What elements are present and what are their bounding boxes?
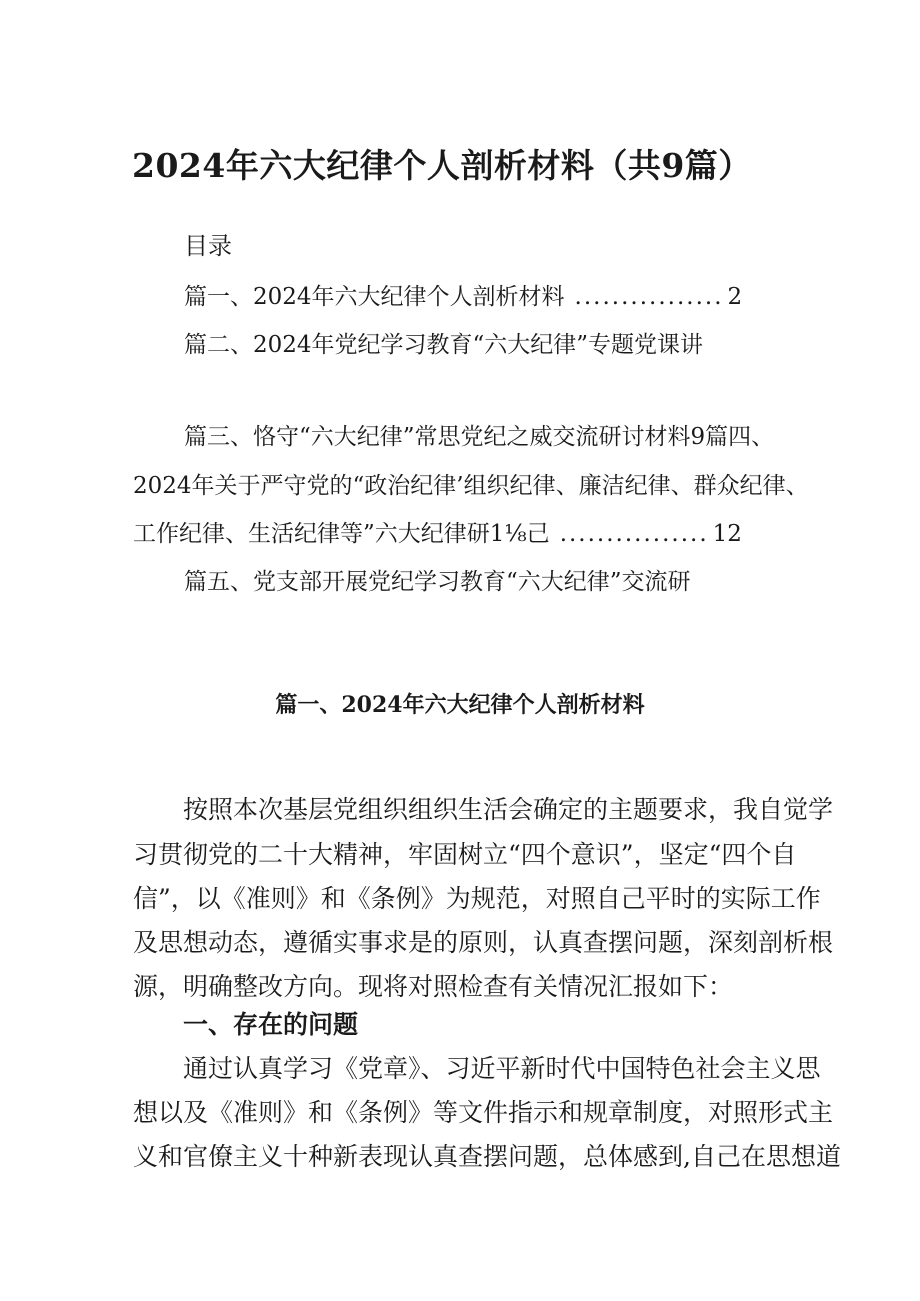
toc-item-1-leader: ................	[574, 284, 724, 310]
toc-item-3-line-1[interactable]	[184, 418, 774, 451]
toc-heading: 目录	[184, 232, 232, 260]
toc-item-3-leader: ................	[559, 521, 709, 547]
paragraph-line: 信”，以《准则》和《条例》为规范，对照自己平时的实际工作	[133, 884, 821, 913]
paragraph-line: 及思想动态，遵循实事求是的原则，认真查摆问题，深刻剖析根	[133, 928, 834, 957]
paragraph-line: 习贯彻党的二十大精神，牢固树立“四个意识”，坚定“四个自	[133, 840, 797, 869]
toc-item-2-label: 篇二、2024年党纪学习教育“六大纪律”专题党课讲	[184, 332, 704, 358]
toc-item-3-line-2-label: 2024年关于严守党的“政治纪律’组织纪律、廉洁纪律、群众纪律、	[133, 473, 809, 499]
toc-item-5-label: 篇五、党支部开展党纪学习教育“六大纪律”交流研	[184, 569, 691, 595]
toc-item-1-page: 2	[727, 284, 743, 310]
toc-item-3-page: 12	[712, 521, 742, 547]
document-title: 2024年六大纪律个人剖析材料（共9篇）	[132, 146, 752, 185]
toc-item-3-line-3-label: 工作纪律、生活纪律等”六大纪律研1⅛己	[133, 521, 550, 547]
section-subheading: 一、存在的问题	[183, 1010, 359, 1039]
toc-item-5[interactable]	[184, 563, 691, 596]
toc-item-3-line-3[interactable]	[133, 515, 742, 548]
toc-item-3-line-2[interactable]	[133, 467, 809, 500]
paragraph-line: 源，明确整改方向。现将对照检查有关情况汇报如下：	[133, 972, 734, 1001]
toc-item-3-line-1-label: 篇三、恪守“六大纪律”常思党纪之威交流研讨材料9篇四、	[184, 424, 775, 450]
paragraph-line: 义和官僚主义十种新表现认真查摆问题，总体感到,自己在思想道	[133, 1142, 841, 1171]
toc-item-2[interactable]	[184, 326, 703, 359]
toc-item-1-label: 篇一、2024年六大纪律个人剖析材料	[184, 284, 565, 310]
paragraph-line: 通过认真学习《党章》、习近平新时代中国特色社会主义思	[183, 1054, 821, 1083]
paragraph-line: 想以及《准则》和《条例》等文件指示和规章制度，对照形式主	[133, 1098, 834, 1127]
toc-item-1[interactable]	[184, 278, 742, 311]
section-title: 篇一、2024年六大纪律个人剖析材料	[275, 692, 645, 718]
paragraph-line: 按照本次基层党组织组织生活会确定的主题要求，我自觉学	[183, 795, 834, 824]
